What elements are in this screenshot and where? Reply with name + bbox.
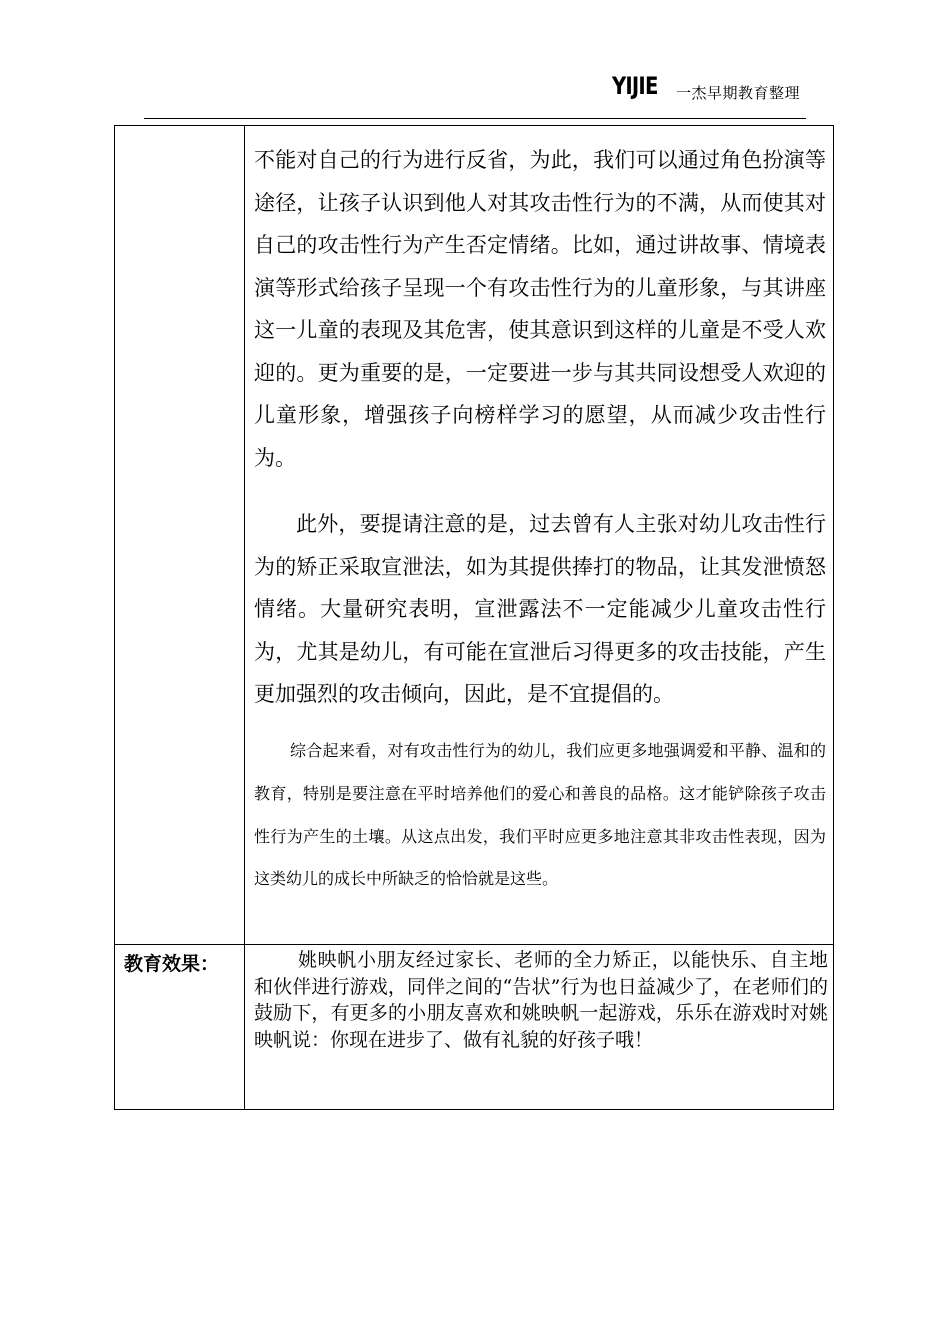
body-paragraph-3: 综合起来看，对有攻击性行为的幼儿，我们应更多地强调爱和平静、温和的教育，特别是要注意在平时培养他们的爱心和善良的品格。这才能铲除孩子攻击性行为产生的土壤。从这点出发，我们平时应更多地注意其非攻击性表现，因为这类幼儿的成长中所缺乏的恰恰就是这些。 (254, 741, 826, 889)
header-divider (144, 118, 806, 119)
header-title: 一杰早期教育整理 (676, 84, 801, 102)
body-paragraph-2: 此外，要提请注意的是，过去曾有人主张对幼儿攻击性行为的矫正采取宣泄法，如为其提供捧打的物品，让其发泄愤怒情绪。大量研究表明，宣泄露法不一定能减少儿童攻击性行为，尤其是幼儿，有可能在宣泄后习得更多的攻击技能，产生更加强烈的攻击倾向，因此，是不宜提倡的。 (254, 512, 826, 706)
label-cell-empty (114, 125, 245, 945)
document-table (114, 125, 834, 1110)
yijie-logo: YIJIE (612, 72, 658, 100)
body-paragraph-1: 不能对自己的行为进行反省，为此，我们可以通过角色扮演等途径，让孩子认识到他人对其攻击性行为的不满，从而使其对自己的攻击性行为产生否定情绪。比如，通过讲故事、情境表演等形式给孩子呈现一个有攻击性行为的儿童形象，与其讲座这一儿童的表现及其危害，使其意识到这样的儿童是不受人欢迎的。更为重要的是，一定要进一步与其共同设想受人欢迎的儿童形象，增强孩子向榜样学习的愿望，从而减少攻击性行为。 (254, 148, 826, 470)
effect-paragraph: 姚映帆小朋友经过家长、老师的全力矫正，以能快乐、自主地和伙伴进行游戏，同伴之间的“告状”行为也日益减少了，在老师们的鼓励下，有更多的小朋友喜欢和姚映帆一起游戏，乐乐在游戏时对姚映帆说：你现在进步了、做有礼貌的好孩子哦！ (254, 949, 828, 1051)
page-header (612, 64, 842, 104)
effect-label: 教育效果： (124, 953, 220, 975)
